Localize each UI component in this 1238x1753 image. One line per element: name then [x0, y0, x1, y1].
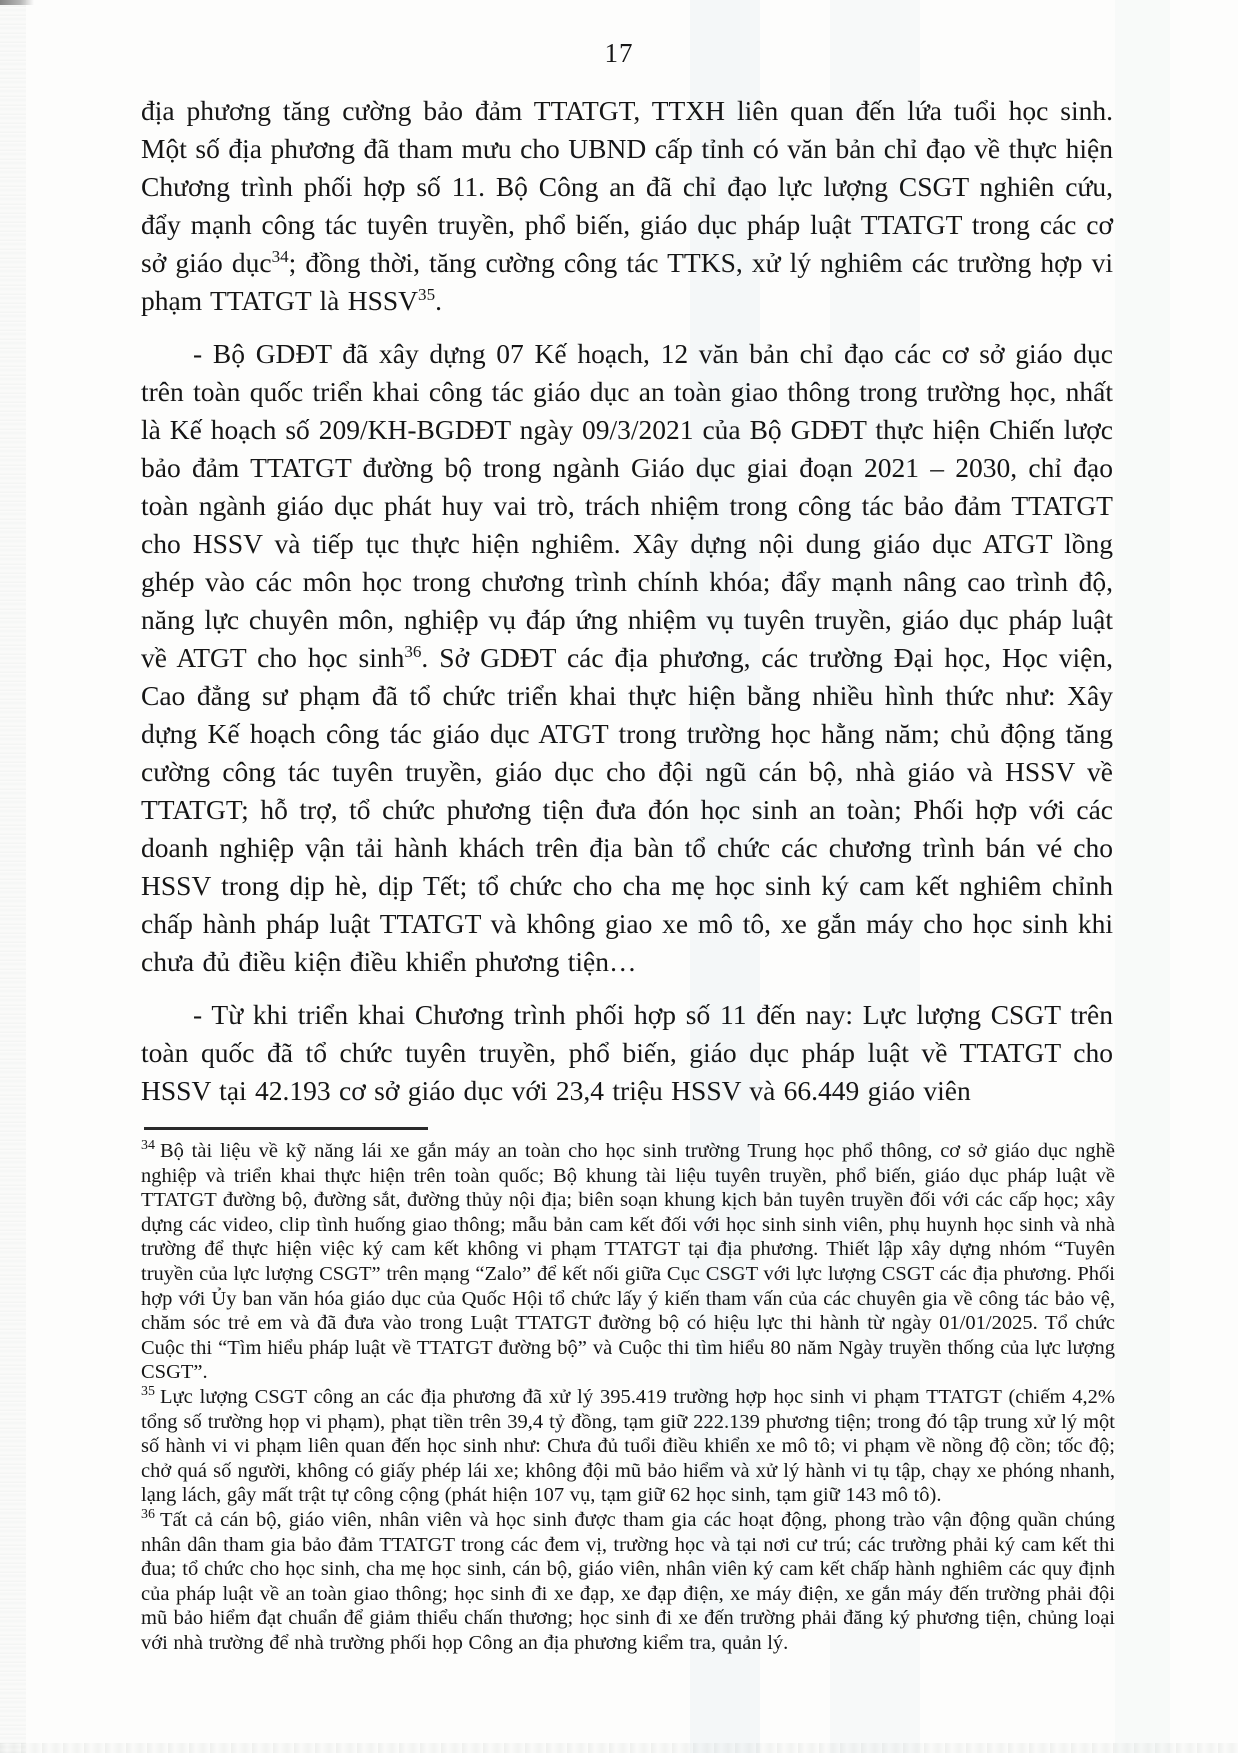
body-paragraph: - Bộ GDĐT đã xây dựng 07 Kế hoạch, 12 văn bản chỉ đạo các cơ sở giáo dục trên toàn quốc triển khai công tác giáo dục an toàn giao thông trong trường học, nhất là Kế hoạch số 209/KH-BGDĐT ngày 09/3/2021 của Bộ GDĐT thực hiện Chiến lược bảo đảm TTATGT đường bộ trong ngành Giáo dục giai đoạn 2021 – 2030, chỉ đạo toàn ngành giáo dục phát huy vai trò, trách nhiệm trong công tác bảo đảm TTATGT cho HSSV và tiếp tục thực hiện nghiêm. Xây dựng nội dung giáo dục ATGT lồng ghép vào các môn học trong chương trình chính khóa; đẩy mạnh nâng cao trình độ, năng lực chuyên môn, nghiệp vụ đáp ứng nhiệm vụ tuyên truyền, giáo dục pháp luật về ATGT cho học $\sinh^{36}$. Sở GDĐT các địa phương, các trường Đại học, Học viện, Cao đẳng sư phạm đã tổ chức triển khai thực hiện bằng nhiều hình thức như: Xây dựng Kế hoạch công tác giáo dục ATGT trong trường học hằng năm; chủ động tăng cường công tác tuyên truyền, giáo dục cho đội ngũ cán bộ, nhà giáo và HSSV về TTATGT; hỗ trợ, tổ chức phương tiện đưa đón học sinh an toàn; Phối hợp với các doanh nghiệp vận tải hành khách trên địa bàn tổ chức các chương trình bán vé cho HSSV trong dịp hè, dịp Tết; tổ chức cho cha mẹ học sinh ký cam kết nghiêm chỉnh chấp hành pháp luật TTATGT và không giao xe mô tô, xe gắn máy cho học sinh khi chưa đủ điều kiện điều khiển phương tiện…: [141, 338, 1113, 977]
footnote-item: $^{36}$ Tất cả cán bộ, giáo viên, nhân viên và học sinh được tham gia các hoạt động, phong trào vận động quần chúng nhân dân tham gia bảo đảm TTATGT trong các đem vị, trường học và tại nơi cư trú; các trường phải ký cam kết thi đua; tổ chức cho học sinh, cha mẹ học sinh, cán bộ, giáo viên, nhân viên ký cam kết chấp hành nghiêm các quy định của pháp luật về an toàn giao thông; học sinh đi xe đạp, xe đạp điện, xe máy điện, xe gắn máy đến trường phải đội mũ bảo hiểm đạt chuẩn để giảm thiểu chấn thương; học sinh đi xe đến trường phải đăng ký phương tiện, chủng loại với nhà trường để nhà trường phối họp Công an địa phương kiểm tra, quản lý.: [141, 1507, 1115, 1654]
footnote-marker: 36: [141, 1507, 155, 1523]
footnote-item: $^{34}$ Bộ tài liệu về kỹ năng lái xe gắn máy an toàn cho học sinh trường Trung học phổ thông, cơ sở giáo dục nghề nghiệp và triển khai thực hiện trên toàn quốc; Bộ khung tài liệu tuyên truyền, phổ biến, giáo dục pháp luật về TTATGT đường bộ, đường sắt, đường thủy nội địa; biên soạn khung kịch bản tuyên truyền đối với các cấp học; xây dựng các video, clip tình huống giao thông; mẫu bản cam kết đối với học sinh sinh viên, phụ huynh học sinh và nhà trường để thực hiện việc ký cam kết không vi phạm TTATGT tại địa phương. Thiết lập xây dựng nhóm “Tuyên truyền của lực lượng CSGT” trên mạng “Zalo” để kết nối giữa Cục CSGT với lực lượng CSGT các địa phương. Phối hợp với Ủy ban văn hóa giáo dục của Quốc Hội tổ chức lấy ý kiến tham vấn của các chuyên gia về công tác bảo vệ, chăm sóc trẻ em và đã đưa vào trong Luật TTATGT đường bộ có hiệu lực thi hành từ ngày 01/01/2025. Tổ chức Cuộc thi “Tìm hiểu pháp luật về TTATGT đường bộ” và Cuộc thi tìm hiểu 80 năm Ngày truyền thống của lực lượng CSGT”.: [141, 1138, 1115, 1384]
footnotes-section: [141, 1139, 1115, 1655]
document-body: [141, 92, 1113, 1125]
footnote-separator: [144, 1127, 428, 1130]
footnote-reference: 34: [271, 246, 289, 266]
footnote-reference: 36: [404, 641, 422, 661]
footnote-reference: 35: [418, 284, 436, 304]
body-paragraph: địa phương tăng cường bảo đảm TTATGT, TTXH liên quan đến lứa tuổi học sinh. Một số địa phương đã tham mưu cho UBND cấp tỉnh có văn bản chỉ đạo về thực hiện Chương trình phối hợp số 11. Bộ Công an đã chỉ đạo lực lượng CSGT nghiên cứu, đẩy mạnh công tác tuyên truyền, phổ biến, giáo dục pháp luật TTATGT trong các cơ sở giáo dục$^{34}$; đồng thời, tăng cường công tác TTKS, xử lý nghiêm các trường hợp vi phạm TTATGT là HSSV$^{35}$.: [141, 95, 1113, 316]
body-paragraph: - Từ khi triển khai Chương trình phối hợp số 11 đến nay: Lực lượng CSGT trên toàn quốc đã tổ chức tuyên truyền, phổ biến, giáo dục pháp luật về TTATGT cho HSSV tại 42.193 cơ sở giáo dục với 23,4 triệu HSSV và 66.449 giáo viên: [141, 999, 1113, 1106]
scan-edge-left-artifact: [0, 0, 26, 1753]
scan-band-artifact: [1115, 0, 1170, 1753]
scan-edge-bottom-artifact: [0, 1743, 1238, 1753]
page-number: 17: [604, 38, 634, 68]
scan-corner-mark-artifact: [0, 0, 34, 5]
footnote-marker: 34: [141, 1138, 155, 1154]
footnote-marker: 35: [141, 1384, 155, 1400]
footnote-item: $^{35}$ Lực lượng CSGT công an các địa phương đã xử lý 395.419 trường hợp học sinh vi phạm TTATGT (chiếm 4,2% tổng số trường họp vi phạm), phạt tiền trên 39,4 tỷ đồng, tạm giữ 222.139 phương tiện; trong đó tập trung xử lý một số hành vi vi phạm liên quan đến học sinh như: Chưa đủ tuổi điều khiển xe mô tô; vi phạm về nồng độ cồn; tốc độ; chở quá số người, không có giấy phép lái xe; không đội mũ bảo hiểm và xử lý hành vi tụ tập, chạy xe phóng nhanh, lạng lách, gây mất trật tự công cộng (phát hiện 107 vụ, tạm giữ 62 học sinh, tạm giữ 143 mô tô).: [141, 1384, 1115, 1507]
